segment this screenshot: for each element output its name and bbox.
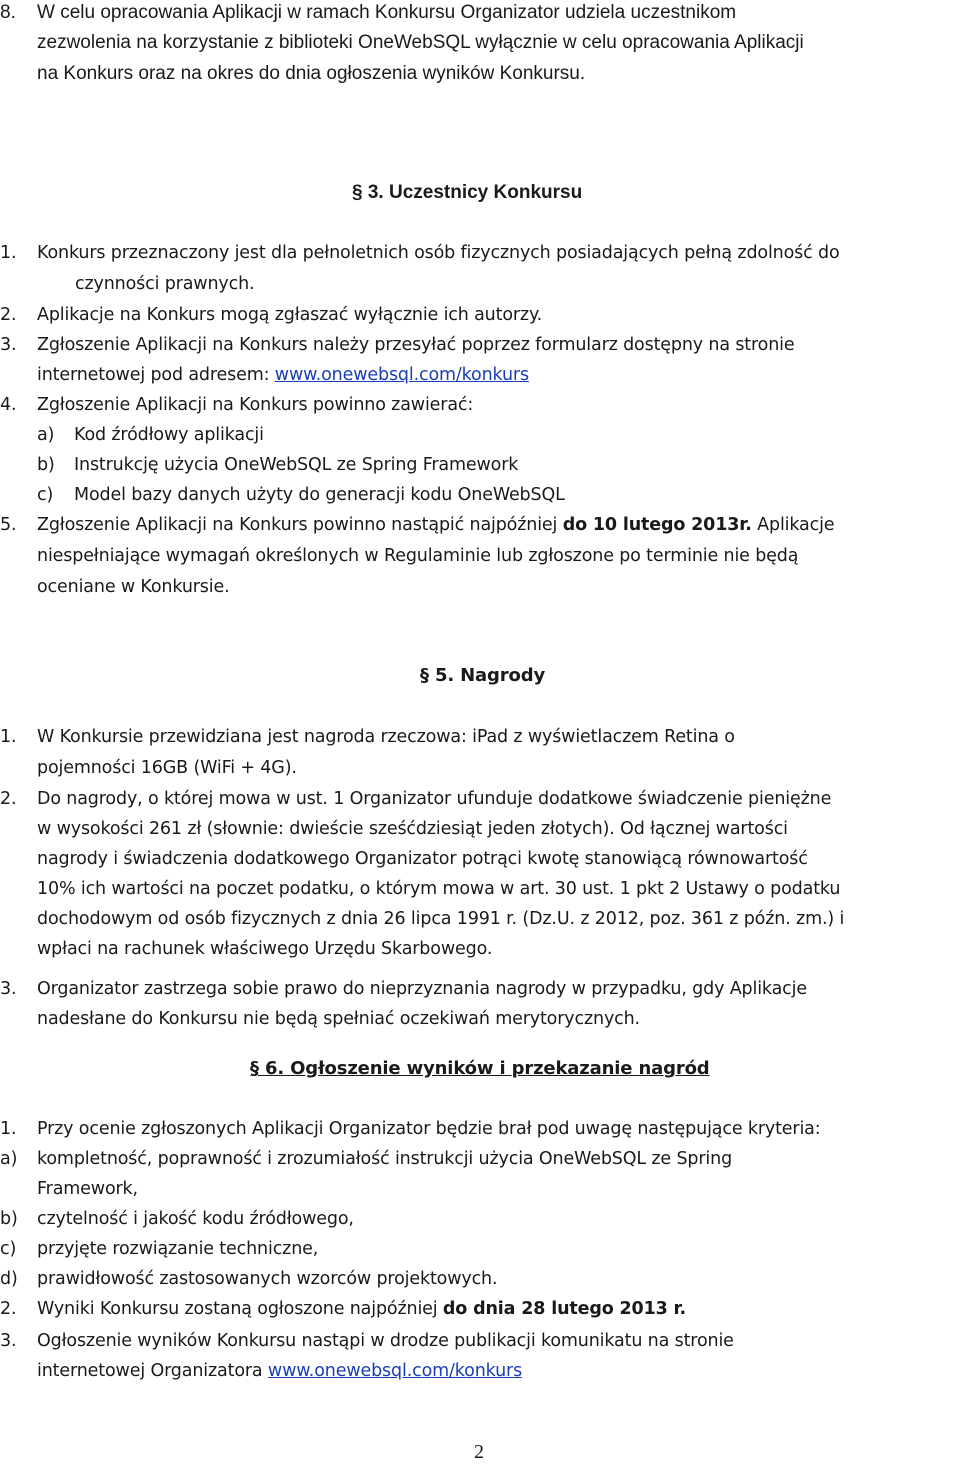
item-text-continuation bbox=[37, 1358, 522, 1384]
konkurs-link[interactable]: www.onewebsql.com/konkurs bbox=[274, 365, 529, 385]
item-number: 8. bbox=[0, 2, 16, 23]
sub-item-label: b) bbox=[37, 455, 55, 475]
item-text-pre: Zgłoszenie Aplikacji na Konkurs powinno nastąpić najpóźniej bbox=[37, 515, 563, 535]
item-number: 1. bbox=[0, 243, 17, 263]
item-number: 2. bbox=[0, 305, 17, 325]
sub-item-text: kompletność, poprawność i zrozumiałość instrukcji użycia OneWebSQL ze Spring bbox=[37, 1149, 733, 1169]
section-mark: § bbox=[420, 665, 435, 686]
item-text: Aplikacje na Konkurs mogą zgłaszać wyłącznie ich autorzy. bbox=[37, 305, 543, 325]
item-text-continuation: oceniane w Konkursie. bbox=[37, 577, 230, 597]
item-text: W celu opracowania Aplikacji w ramach Konkursu Organizator udziela uczestnikom bbox=[37, 2, 737, 23]
item-number: 1. bbox=[0, 727, 17, 747]
sub-item-text: czytelność i jakość kodu źródłowego, bbox=[37, 1209, 354, 1229]
item-text-continuation: zezwolenia na korzystanie z biblioteki OneWebSQL wyłącznie w celu opracowania Aplikacji bbox=[37, 32, 804, 53]
sub-item bbox=[37, 482, 565, 508]
item-number: 4. bbox=[0, 395, 17, 415]
sub-item-label: a) bbox=[37, 425, 55, 445]
item-number: 2. bbox=[0, 789, 17, 809]
item-number: 3. bbox=[0, 335, 17, 355]
item-text-continuation: pojemności 16GB (WiFi + 4G). bbox=[37, 758, 297, 778]
sub-item bbox=[37, 452, 519, 478]
item-text-pre: Wyniki Konkursu zostaną ogłoszone najpóźniej bbox=[37, 1299, 443, 1319]
item-text-continuation: nagrody i świadczenia dodatkowego Organizator potrąci kwotę stanowiącą równowartość bbox=[37, 849, 808, 869]
sub-item bbox=[37, 422, 264, 448]
item-text-continuation: na Konkurs oraz na okres do dnia ogłoszenia wyników Konkursu. bbox=[37, 63, 586, 84]
sub-item-text: Model bazy danych użyty do generacji kodu OneWebSQL bbox=[74, 485, 565, 505]
sub-item-label: b) bbox=[0, 1209, 18, 1229]
section-heading bbox=[420, 663, 545, 689]
item-text: Zgłoszenie Aplikacji na Konkurs należy przesyłać poprzez formularz dostępny na stronie bbox=[37, 335, 795, 355]
item-text: Konkurs przeznaczony jest dla pełnoletnich osób fizycznych posiadających pełną zdolność do bbox=[37, 243, 840, 263]
item-text: internetowej pod adresem: bbox=[37, 365, 275, 385]
item-text: Organizator zastrzega sobie prawo do nieprzyznania nagrody w przypadku, gdy Aplikacje bbox=[37, 979, 807, 999]
item-text: Zgłoszenie Aplikacji na Konkurs powinno zawierać: bbox=[37, 395, 474, 415]
item-text: Przy ocenie zgłoszonych Aplikacji Organizator będzie brał pod uwagę następujące kryteria: bbox=[37, 1119, 821, 1139]
item-text: Ogłoszenie wyników Konkursu nastąpi w drodze publikacji komunikatu na stronie bbox=[37, 1331, 734, 1351]
item-text-continuation: w wysokości 261 zł (słownie: dwieście sześćdziesiąt jeden złotych). Od łącznej wartości bbox=[37, 819, 788, 839]
item-text bbox=[37, 1296, 686, 1322]
sub-item-text: przyjęte rozwiązanie techniczne, bbox=[37, 1239, 319, 1259]
sub-item-text: Instrukcję użycia OneWebSQL ze Spring Framework bbox=[74, 455, 519, 475]
item-number: 2. bbox=[0, 1299, 17, 1319]
item-text bbox=[37, 512, 834, 538]
deadline-bold: do 10 lutego 2013r. bbox=[562, 515, 752, 535]
section-heading: § 6. Ogłoszenie wyników i przekazanie nagród bbox=[250, 1058, 710, 1079]
konkurs-link[interactable]: www.onewebsql.com/konkurs bbox=[267, 1361, 523, 1381]
sub-item-text: Kod źródłowy aplikacji bbox=[74, 425, 264, 445]
item-text-continuation: 10% ich wartości na poczet podatku, o którym mowa w art. 30 ust. 1 pkt 2 Ustawy o podatku bbox=[37, 879, 841, 899]
item-number: 3. bbox=[0, 979, 17, 999]
sub-item-label: a) bbox=[0, 1149, 18, 1169]
sub-item-label: c) bbox=[0, 1239, 17, 1259]
item-number: 3. bbox=[0, 1331, 17, 1351]
sub-item-label: c) bbox=[37, 485, 54, 505]
item-number: 1. bbox=[0, 1119, 17, 1139]
sub-item-continuation: Framework, bbox=[37, 1179, 138, 1199]
item-text-post: Aplikacje bbox=[751, 515, 835, 535]
item-text-continuation: nadesłane do Konkursu nie będą spełniać oczekiwań merytorycznych. bbox=[37, 1009, 640, 1029]
deadline-bold: do dnia 28 lutego 2013 r. bbox=[442, 1299, 687, 1319]
sub-item-text: prawidłowość zastosowanych wzorców projektowych. bbox=[37, 1269, 498, 1289]
item-text-continuation: czynności prawnych. bbox=[75, 274, 255, 294]
item-text-continuation bbox=[37, 362, 529, 388]
item-text-continuation: niespełniające wymagań określonych w Regulaminie lub zgłoszone po terminie nie będą bbox=[37, 546, 799, 566]
sub-item-label: d) bbox=[0, 1269, 18, 1289]
item-text-continuation: dochodowym od osób fizycznych z dnia 26 lipca 1991 r. (Dz.U. z 2012, poz. 361 z późn. zm.) i bbox=[37, 909, 845, 929]
item-text: W Konkursie przewidziana jest nagroda rzeczowa: iPad z wyświetlaczem Retina o bbox=[37, 727, 735, 747]
section-title: 5. Nagrody bbox=[434, 665, 546, 686]
item-text: internetowej Organizatora bbox=[37, 1361, 268, 1381]
item-text-continuation: wpłaci na rachunek właściwego Urzędu Skarbowego. bbox=[37, 939, 493, 959]
item-text: Do nagrody, o której mowa w ust. 1 Organizator ufunduje dodatkowe świadczenie pieniężne bbox=[37, 789, 832, 809]
section-heading: § 3. Uczestnicy Konkursu bbox=[352, 182, 583, 203]
page-number: 2 bbox=[474, 1441, 484, 1463]
item-number: 5. bbox=[0, 515, 17, 535]
